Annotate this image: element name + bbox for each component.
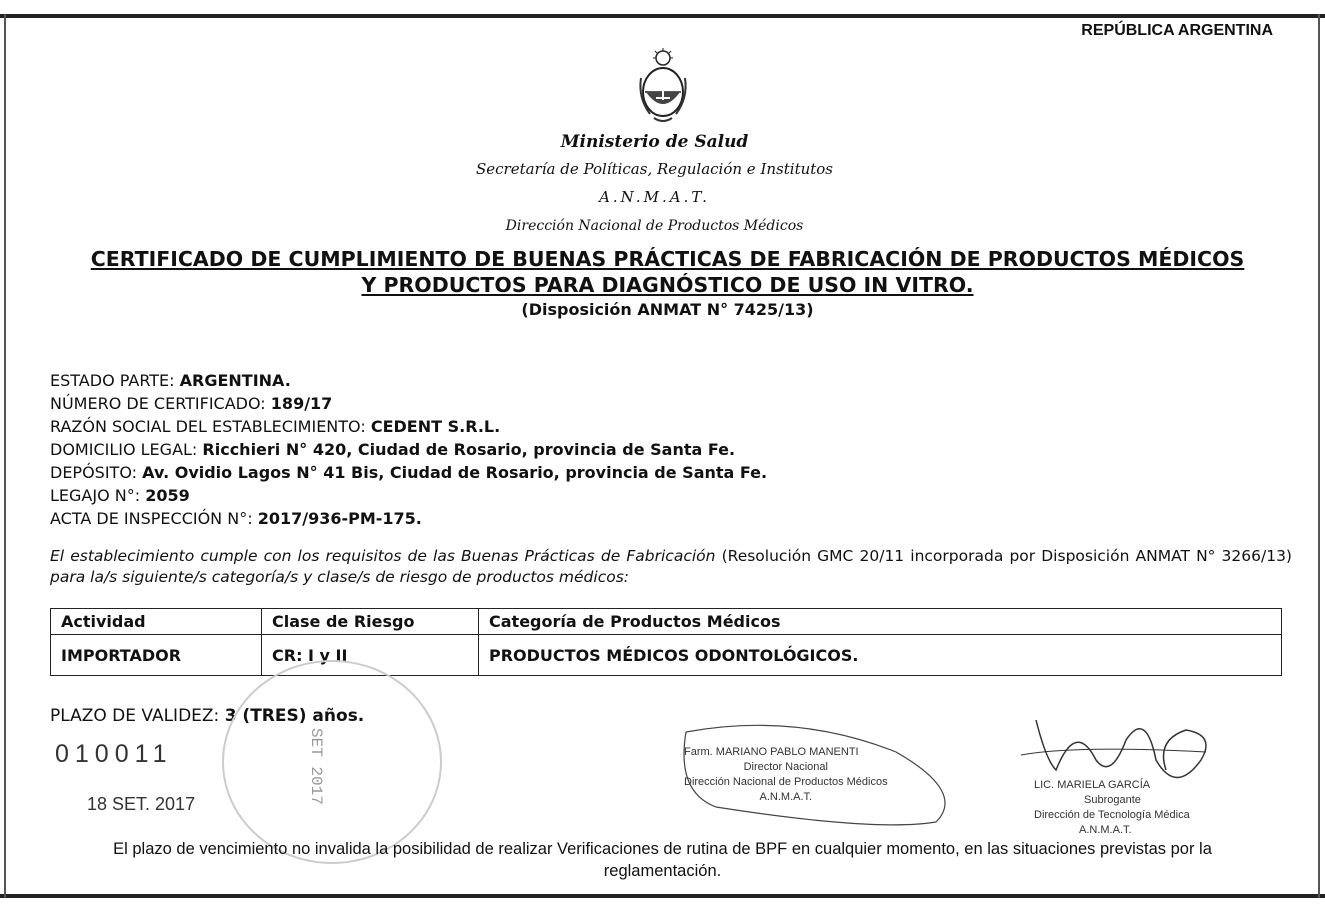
field-numero — [50, 393, 332, 415]
field-label: DEPÓSITO: — [50, 463, 138, 482]
footer-note — [0, 838, 1325, 882]
table-cell: CR: I y II — [262, 635, 479, 676]
field-label: LEGAJO N°: — [50, 486, 141, 505]
footer-line1: El plazo de vencimiento no invalida la posibilidad de realizar Verificaciones de rutina de BPF en cualquier momento, en las situaciones previstas por la — [113, 840, 1212, 858]
coat-of-arms-icon — [636, 48, 690, 124]
field-label: RAZÓN SOCIAL DEL ESTABLECIMIENTO: — [50, 417, 366, 436]
bottom-border — [0, 894, 1325, 898]
signature2-name: LIC. MARIELA GARCÍA — [1034, 779, 1151, 791]
field-domicilio — [50, 439, 735, 461]
field-legajo — [50, 485, 190, 507]
signature2-role: Subrogante — [1084, 794, 1141, 806]
paragraph-part3: para la/s siguiente/s categoría/s y clase/s de riesgo de productos médicos: — [50, 568, 630, 586]
field-label: ACTA DE INSPECCIÓN N°: — [50, 509, 253, 528]
signature2-agency: A.N.M.A.T. — [1079, 824, 1132, 836]
field-label: DOMICILIO LEGAL: — [50, 440, 198, 459]
table-cell: PRODUCTOS MÉDICOS ODONTOLÓGICOS. — [479, 635, 1282, 676]
table-cell: IMPORTADOR — [51, 635, 262, 676]
table-row — [51, 635, 1282, 676]
table-header: Categoría de Productos Médicos — [479, 609, 1282, 635]
field-value: Ricchieri N° 420, Ciudad de Rosario, provincia de Santa Fe. — [202, 440, 736, 459]
validity-label: PLAZO DE VALIDEZ: — [50, 706, 220, 726]
field-razon-social — [50, 416, 500, 438]
signature2-block — [1034, 778, 1190, 838]
field-estado — [50, 370, 291, 392]
field-value: 2059 — [145, 486, 190, 505]
validity-value: 3 (TRES) años. — [224, 706, 365, 726]
stamp-date: 18 SET. 2017 — [87, 794, 196, 814]
right-border — [1318, 14, 1320, 898]
country-header: REPÚBLICA ARGENTINA — [1081, 22, 1273, 39]
paragraph-part2: (Resolución GMC 20/11 incorporada por Disposición ANMAT N° 3266/13) — [721, 547, 1292, 565]
field-value: Av. Ovidio Lagos N° 41 Bis, Ciudad de Rosario, provincia de Santa Fe. — [142, 463, 768, 482]
stamp-number: 010011 — [55, 740, 173, 768]
signature2-office: Dirección de Tecnología Médica — [1034, 809, 1190, 821]
round-stamp — [222, 660, 442, 864]
table-header: Clase de Riesgo — [262, 609, 479, 635]
field-value: 2017/936-PM-175. — [257, 509, 422, 528]
field-deposito — [50, 462, 767, 484]
table-header-row — [51, 609, 1282, 635]
activity-table — [50, 608, 1282, 676]
top-border — [0, 14, 1325, 18]
signature1-name: Farm. MARIANO PABLO MANENTI — [684, 746, 859, 758]
field-value: ARGENTINA. — [179, 371, 291, 390]
field-label: ESTADO PARTE: — [50, 371, 175, 390]
secretariat-name: Secretaría de Políticas, Regulación e Institutos — [475, 160, 834, 178]
compliance-paragraph — [50, 546, 1292, 588]
direction-name: Dirección Nacional de Productos Médicos — [505, 218, 804, 234]
paragraph-part1: El establecimiento cumple con los requisitos de las Buenas Prácticas de Fabricación — [50, 547, 716, 565]
agency-name: A.N.M.A.T. — [599, 188, 710, 206]
disposition-reference: (Disposición ANMAT N° 7425/13) — [521, 300, 814, 319]
ministry-name: Ministerio de Salud — [560, 132, 749, 152]
field-value: 189/17 — [270, 394, 333, 413]
certificate-title-line1: CERTIFICADO DE CUMPLIMIENTO DE BUENAS PRÁCTICAS DE FABRICACIÓN DE PRODUCTOS MÉDICOS — [90, 247, 1245, 271]
field-value: CEDENT S.R.L. — [370, 417, 501, 436]
footer-line2: reglamentación. — [603, 862, 722, 880]
certificate-title-line2: Y PRODUCTOS PARA DIAGNÓSTICO DE USO IN VITRO. — [361, 273, 974, 297]
table-header: Actividad — [51, 609, 262, 635]
signature1-agency: A.N.M.A.T. — [759, 791, 813, 803]
signature1-office: Dirección Nacional de Productos Médicos — [684, 776, 888, 788]
signature1-block — [684, 745, 888, 805]
signature1-role: Director Nacional — [743, 761, 828, 773]
field-label: NÚMERO DE CERTIFICADO: — [50, 394, 266, 413]
field-acta — [50, 508, 422, 530]
round-stamp-date: SET 2017 — [307, 728, 325, 805]
